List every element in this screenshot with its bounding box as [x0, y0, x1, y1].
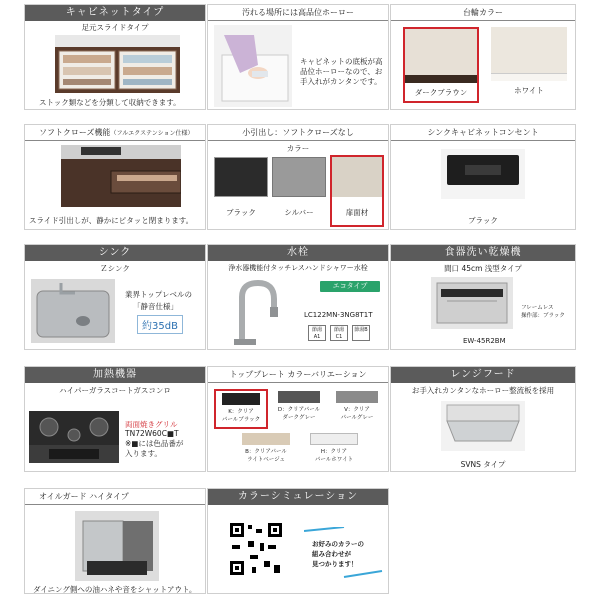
decibel-badge: 約35dB: [137, 315, 183, 334]
panel-title: 食器洗い乾燥機: [391, 245, 575, 261]
sink-feature-line1: 業界トップレベルの: [125, 290, 192, 299]
panel-title: 汚れる場所には高品位ホーロー: [208, 5, 388, 21]
cooktop-note: ※■には色品番が入ります。: [125, 439, 184, 458]
panel-soft-close: [24, 124, 206, 230]
top-plate-option-v: [330, 389, 384, 429]
top-plate-option-d: [272, 389, 326, 429]
panel-plinth-color: [390, 4, 576, 110]
cabinet-drawers-image: [55, 35, 180, 93]
gas-stove-image: [29, 411, 119, 463]
option-label-line1: V：クリア: [344, 407, 370, 413]
panel-title: レンジフード: [391, 367, 575, 383]
panel-caption: ダイニング側への油ハネや音をシャットアウト。: [33, 585, 197, 594]
dishwasher-note-frameless: フレームレス: [521, 305, 554, 311]
panel-title: オイルガード ハイタイプ: [25, 489, 205, 505]
range-hood-image: [441, 401, 525, 451]
panel-top-plate-colors: [207, 366, 389, 472]
panel-title: トッププレート カラーバリエーション: [208, 367, 388, 383]
panel-faucet: [207, 244, 389, 350]
option-label-line2: ライトベージュ: [246, 457, 286, 463]
enamel-cleaning-image: [214, 25, 292, 107]
panel-subtitle: 浄水器機能付タッチレスハンドシャワー水栓: [228, 264, 368, 272]
swatch-label: ブラック: [226, 208, 256, 217]
sink-image: [31, 279, 115, 343]
panel-subtitle: お手入れカンタンなホーロー整流板を採用: [411, 386, 555, 395]
panel-caption: SVNS タイプ: [460, 460, 506, 469]
panel-title-main: ソフトクローズ機能: [39, 128, 111, 137]
top-plate-option-h: [304, 431, 364, 471]
drawer-silver: [272, 157, 326, 227]
panel-caption: ブラック: [468, 216, 498, 225]
top-plate-option-k: [214, 389, 268, 429]
top-plate-option-b: [236, 431, 296, 471]
option-label-line1: D：クリアパール: [277, 407, 321, 413]
swatch-label: ダークブラウン: [414, 88, 468, 97]
panel-enamel: [207, 4, 389, 110]
simulation-callout: [304, 527, 384, 579]
callout-line2: 組み合わせが: [312, 550, 351, 558]
option-label-line1: K：クリア: [228, 409, 254, 415]
panel-color-simulation: [207, 488, 389, 594]
panel-subtitle: 間口 45cm 浅型タイプ: [444, 264, 522, 273]
option-label-line2: パールグレー: [340, 415, 374, 421]
faucet-image: [222, 277, 292, 347]
swatch-dark-brown: [403, 27, 479, 103]
panel-dishwasher: [390, 244, 576, 350]
drawer-door-material: [330, 155, 384, 227]
qr-code-icon[interactable]: [228, 521, 284, 577]
panel-range-hood: [390, 366, 576, 472]
panel-title: シンクキャビネットコンセント: [391, 125, 575, 141]
dishwasher-model-number: EW-45R2BM: [463, 337, 506, 345]
water-saving-badge: 節湯C1: [330, 325, 348, 341]
panel-title: シンク: [25, 245, 205, 261]
panel-title: キャビネットタイプ: [25, 5, 205, 21]
panel-cabinet-type: [24, 4, 206, 110]
sink-feature-line2: 「静音仕様」: [133, 302, 178, 311]
panel-oil-guard: [24, 488, 206, 594]
faucet-model-number: LC122MN-3NG8T1T: [304, 311, 373, 319]
oil-guard-image: [75, 511, 159, 581]
swatch-label: シルバー: [284, 208, 314, 217]
swatch-label: ホワイト: [514, 86, 544, 95]
cooktop-model-number: TN72W60C■T: [125, 429, 179, 438]
callout-line3: 見つかります！: [312, 560, 358, 568]
panel-subtitle: カラー: [286, 144, 310, 153]
callout-line1: お好みのカラーの: [312, 540, 364, 548]
panel-subtitle: ハイパーガラスコートガスコンロ: [59, 386, 171, 395]
eco-type-badge: エコタイプ: [320, 281, 380, 292]
swatch-label: 扉面材: [345, 208, 369, 217]
panel-subtitle: 足元スライドタイプ: [81, 23, 149, 32]
swatch-white: [491, 27, 567, 103]
panel-cooktop: [24, 366, 206, 472]
grill-feature: 両面焼きグリル: [125, 420, 178, 429]
panel-title: [25, 125, 205, 141]
option-label-line2: パールブラック: [221, 417, 261, 423]
panel-sink: [24, 244, 206, 350]
water-saving-badges: [308, 325, 370, 341]
panel-title: 小引出し：ソフトクローズなし: [208, 125, 388, 141]
drawer-black: [214, 157, 268, 227]
soft-close-drawer-image: [61, 145, 181, 207]
option-label-line1: B：クリアパール: [245, 449, 287, 455]
dishwasher-image: [431, 277, 513, 329]
water-saving-badge: 節湯B: [352, 325, 370, 341]
water-saving-badge: 節湯A1: [308, 325, 326, 341]
panel-caption: スライド引出しが、静かにピタッと閉まります。: [29, 216, 194, 225]
panel-caption: キャビネットの底板が高品位ホーローなので、お手入れがカンタンです。: [300, 57, 383, 86]
panel-small-drawer: [207, 124, 389, 230]
panel-title: 水栓: [208, 245, 388, 261]
option-label-line2: パールホワイト: [314, 457, 354, 463]
panel-title-note: （フルエクステンション仕様）: [110, 130, 194, 137]
panel-caption: ストック類などを分類して収納できます。: [39, 98, 181, 107]
panel-title: カラーシミュレーション: [208, 489, 388, 505]
panel-title: 台輪カラー: [391, 5, 575, 21]
panel-title: 加熱機器: [25, 367, 205, 383]
panel-subtitle: Ｚシンク: [100, 264, 130, 273]
option-label-line1: H：クリア: [320, 449, 348, 455]
dishwasher-note-panel: 操作部：ブラック: [521, 313, 565, 319]
panel-sink-outlet: [390, 124, 576, 230]
outlet-image: [441, 149, 525, 199]
option-label-line2: ダークグレー: [282, 415, 316, 421]
